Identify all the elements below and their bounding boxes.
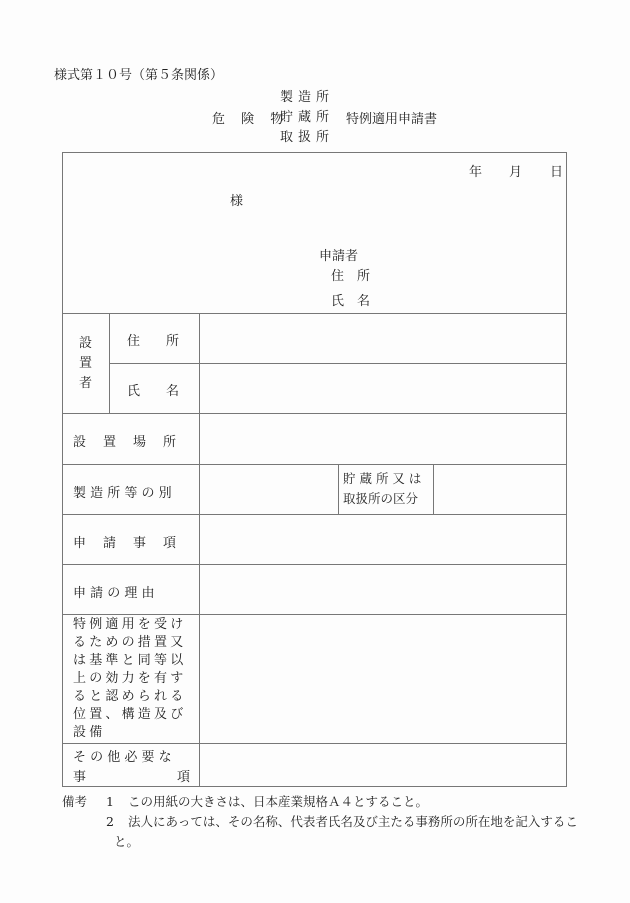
application-matter-label: 申 請 事 項 <box>73 536 179 551</box>
other-label-line1: そ の 他 必 要 な <box>73 750 172 765</box>
divider <box>199 313 200 786</box>
installation-location-label: 設 置 場 所 <box>73 435 179 450</box>
facility-type-manufacturing: 製造所 <box>280 90 335 105</box>
date-year-label: 年 <box>469 165 483 180</box>
notes-heading: 備考 <box>62 794 88 809</box>
other-field[interactable] <box>201 745 565 785</box>
facility-types <box>280 88 334 148</box>
divider <box>109 363 566 364</box>
date-day-label: 日 <box>550 165 564 180</box>
note-number: 1 <box>106 794 114 809</box>
facility-class-field[interactable] <box>201 466 337 513</box>
other-label-line2-left: 事 <box>73 770 87 785</box>
installation-location-field[interactable] <box>201 415 565 463</box>
note-text-continuation: と。 <box>114 834 140 849</box>
application-matter-field[interactable] <box>201 516 565 563</box>
facility-type-handling: 取扱所 <box>280 130 335 145</box>
form-number: 様式第１０号（第５条関係） <box>54 68 224 83</box>
storage-handling-class-field[interactable] <box>435 466 565 513</box>
facility-type-storage: 貯蔵所 <box>280 110 335 125</box>
date-month-label: 月 <box>509 165 523 180</box>
application-reason-field[interactable] <box>201 566 565 613</box>
installer-group-label: 設 置 者 <box>79 336 93 391</box>
divider <box>63 464 566 465</box>
application-form-table <box>62 152 567 787</box>
special-measures-label: 特例適用を受け るための措置又 は基準と同等以 上の効力を有す ると認められる 位置、構造及び 設備 <box>73 617 187 740</box>
applicant-name-label: 氏 名 <box>331 294 371 309</box>
divider <box>63 614 566 615</box>
divider <box>109 313 110 413</box>
installer-name-field[interactable] <box>201 365 565 412</box>
divider <box>63 413 566 414</box>
other-label-line2-right: 項 <box>177 770 191 785</box>
applicant-label: 申請者 <box>319 249 359 264</box>
divider <box>338 464 339 514</box>
divider <box>63 313 566 314</box>
installer-address-label: 住 所 <box>127 334 180 349</box>
note-text: 法人にあっては、その名称、代表者氏名及び主たる事務所の所在地を記入するこ <box>128 814 578 829</box>
addressee-suffix: 様 <box>230 194 244 209</box>
divider <box>63 564 566 565</box>
facility-class-label: 製 造 所 等 の 別 <box>73 486 172 501</box>
storage-handling-class-label: 貯 蔵 所 又 は 取扱所の区分 <box>343 471 422 506</box>
document-title <box>0 88 630 148</box>
note-number: 2 <box>106 814 114 829</box>
title-suffix: 特例適用申請書 <box>346 112 438 127</box>
title-prefix: 危 険 物 <box>212 112 290 127</box>
divider <box>63 514 566 515</box>
divider <box>63 743 566 744</box>
divider <box>433 464 434 514</box>
application-reason-label: 申 請 の 理 由 <box>73 586 155 601</box>
note-text: この用紙の大きさは、日本産業規格Ａ４とすること。 <box>128 794 429 809</box>
special-measures-field[interactable] <box>201 616 565 742</box>
installer-name-label: 氏 名 <box>127 384 180 399</box>
installer-address-field[interactable] <box>201 315 565 362</box>
applicant-address-label: 住 所 <box>331 269 371 284</box>
